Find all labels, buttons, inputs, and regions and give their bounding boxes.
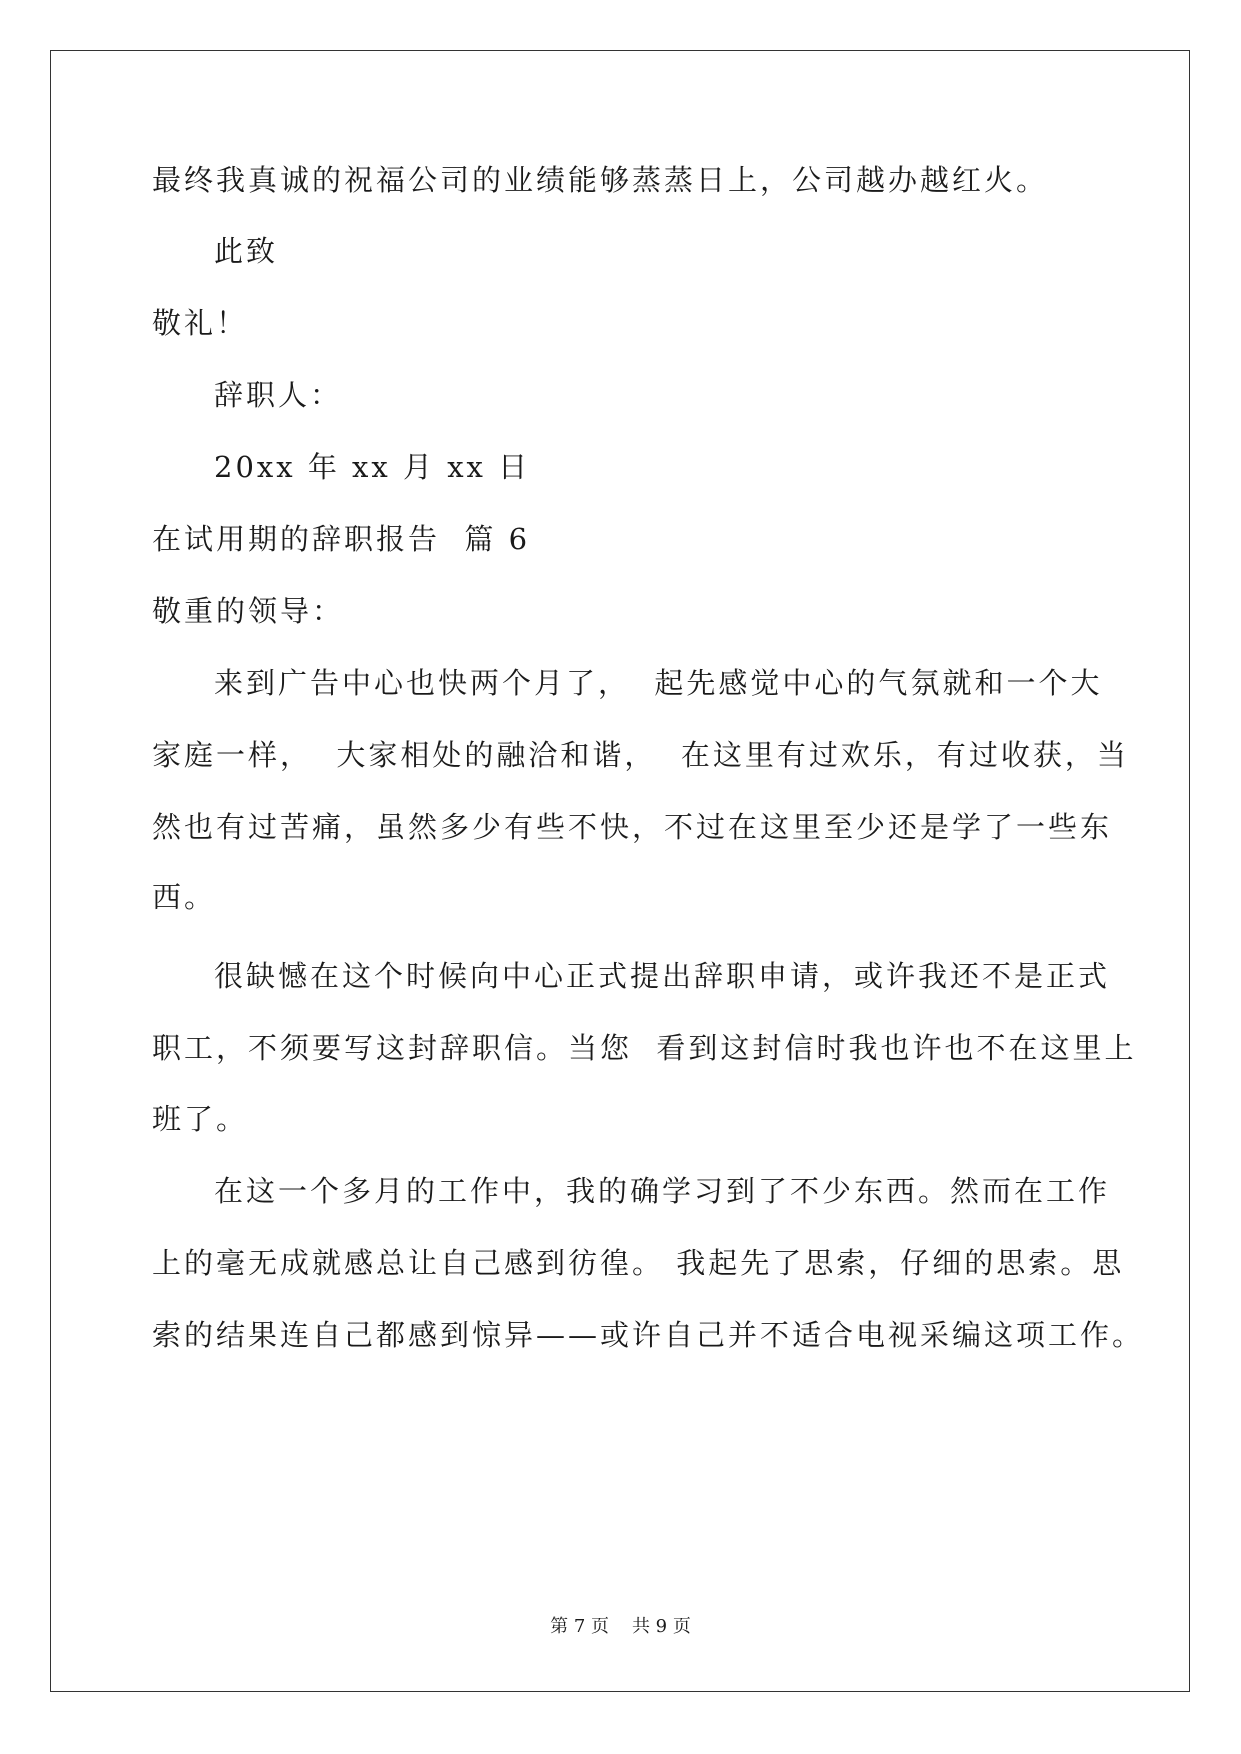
paragraph-line: 西。 — [152, 880, 217, 914]
signature-label: 辞职人： — [214, 378, 343, 412]
page-number-footer: 第 7 页 共 9 页 — [550, 1616, 691, 1637]
date-line: 20xx 年 xx 月 xx 日 — [214, 450, 531, 484]
section-heading: 在试用期的辞职报告 篇 6 — [152, 522, 531, 556]
regards-line: 敬礼！ — [152, 306, 249, 340]
paragraph-line: 然也有过苦痛，虽然多少有些不快，不过在这里至少还是学了一些东 — [152, 810, 1113, 844]
paragraph-line: 来到广告中心也快两个月了， 起先感觉中心的气氛就和一个大 — [214, 666, 1103, 700]
salutation-line: 此致 — [214, 234, 279, 268]
paragraph-line: 索的结果连自己都感到惊异——或许自己并不适合电视采编这项工作。 — [152, 1318, 1145, 1352]
page-border — [50, 50, 1190, 1692]
paragraph-line: 班了。 — [152, 1102, 249, 1136]
paragraph-line: 上的毫无成就感总让自己感到彷徨。 我起先了思索，仔细的思索。思 — [152, 1246, 1125, 1280]
closing-wish-line: 最终我真诚的祝福公司的业绩能够蒸蒸日上，公司越办越红火。 — [152, 163, 1049, 197]
paragraph-line: 很缺憾在这个时候向中心正式提出辞职申请，或许我还不是正式 — [214, 959, 1111, 993]
paragraph-line: 家庭一样， 大家相处的融洽和谐， 在这里有过欢乐，有过收获，当 — [152, 738, 1129, 772]
greeting-line: 敬重的领导： — [152, 594, 345, 628]
paragraph-line: 在这一个多月的工作中，我的确学习到了不少东西。然而在工作 — [214, 1174, 1111, 1208]
paragraph-line: 职工，不须要写这封辞职信。当您 看到这封信时我也许也不在这里上 — [152, 1031, 1137, 1065]
